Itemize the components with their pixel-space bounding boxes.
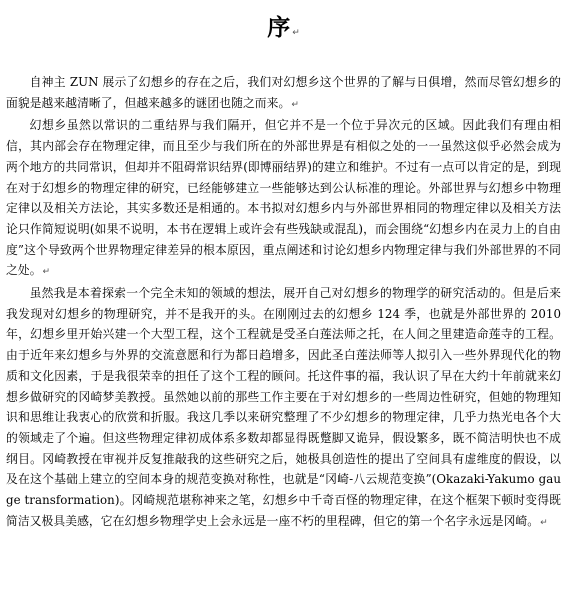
paragraph-mark-icon: ↵ — [42, 267, 51, 278]
paragraph-text: 虽然我是本着探索一个完全未知的领域的想法，展开自己对幻想乡的物理学的研究活动的。但是后来我发现对幻想乡的物理研究，并不是我开的头。在刚刚过去的幻想乡 124 季，也就是外部世界的 2010 年，幻想乡里开始兴建一个大型工程，这个工程就是受圣白莲法师之托，在人间之里建造命莲寺的工程。由于近年来幻想乡与外界的交流意愿和行为都日趋增多，因此圣白莲法师等人拟引入一些外界现代化的物质和文化因素，于是我很荣幸的担任了这个工程的顾问。托这件事的福，我认识了早在大约十年前就来幻想乡做研究的冈崎梦美教授。虽然她以前的那些工作主要在于对幻想乡的一些周边性研究，但她的物理知识和思维让我衷心的欣赏和折服。我这几季以来研究整理了不少幻想乡的物理定律，几乎力热光电各个大的领域走了个遍。但这些物理定律初成体系多数却都显得既蹩脚又诡异，假设繁多，既不简洁明快也不成纲目。冈崎教授在审视并反复推敲我的这些研究之后，她极具创造性的提出了空间具有虚维度的假设，以及在这个基础上建立的空间本身的规范变换对称性，也就是“冈崎-八云规范变换”(Okazaki-Yakumo gauge transformation)。冈崎规范堪称神来之笔，幻想乡中千奇百怪的物理定律，在这个框架下顿时变得既简洁又极具美感，它在幻想乡物理学史上会永远是一座不朽的里程碑，但它的第一个名字永远是冈崎。 — [6, 286, 561, 528]
paragraph-mark-icon: ↵ — [292, 28, 300, 38]
page-title: 序 — [267, 15, 292, 41]
paragraph-3 — [6, 283, 561, 533]
paragraph-mark-icon: ↵ — [540, 517, 548, 528]
title-row — [6, 12, 561, 48]
paragraph-mark-icon: ↵ — [291, 99, 299, 110]
paragraph-text: 幻想乡虽然以常识的二重结界与我们隔开，但它并不是一个位于异次元的区域。因此我们有理由相信，其内部会存在物理定律，而且至少与我们所在的外部世界是有相似之处的一一虽然这似乎必然会成为两个地方的共同常识，但却并不阻碍常识结界(即博丽结界)的建立和维护。不过有一点可以肯定的是，到现在对于幻想乡的物理定律的研究，已经能够建立一些能够达到公认标准的理论。外部世界与幻想乡中物理定律以及相关方法论，其实多数还是相通的。本书拟对幻想乡内与外部世界相同的物理定律以及相关方法论只作简短说明(如果不说明，本书在逻辑上或许会有些残缺或混乱)，而会围绕“幻想乡内在灵力上的自由度”这个导致两个世界物理定律差异的根本原因，重点阐述和讨论幻想乡内物理定律与我们外部世界的不同之处。 — [6, 118, 561, 278]
paragraph-text: 自神主 ZUN 展示了幻想乡的存在之后，我们对幻想乡这个世界的了解与日俱增，然而尽管幻想乡的面貌是越来越清晰了，但越来越多的谜团也随之而来。 — [6, 75, 561, 110]
paragraph-1 — [6, 72, 561, 115]
paragraph-2 — [6, 115, 561, 283]
